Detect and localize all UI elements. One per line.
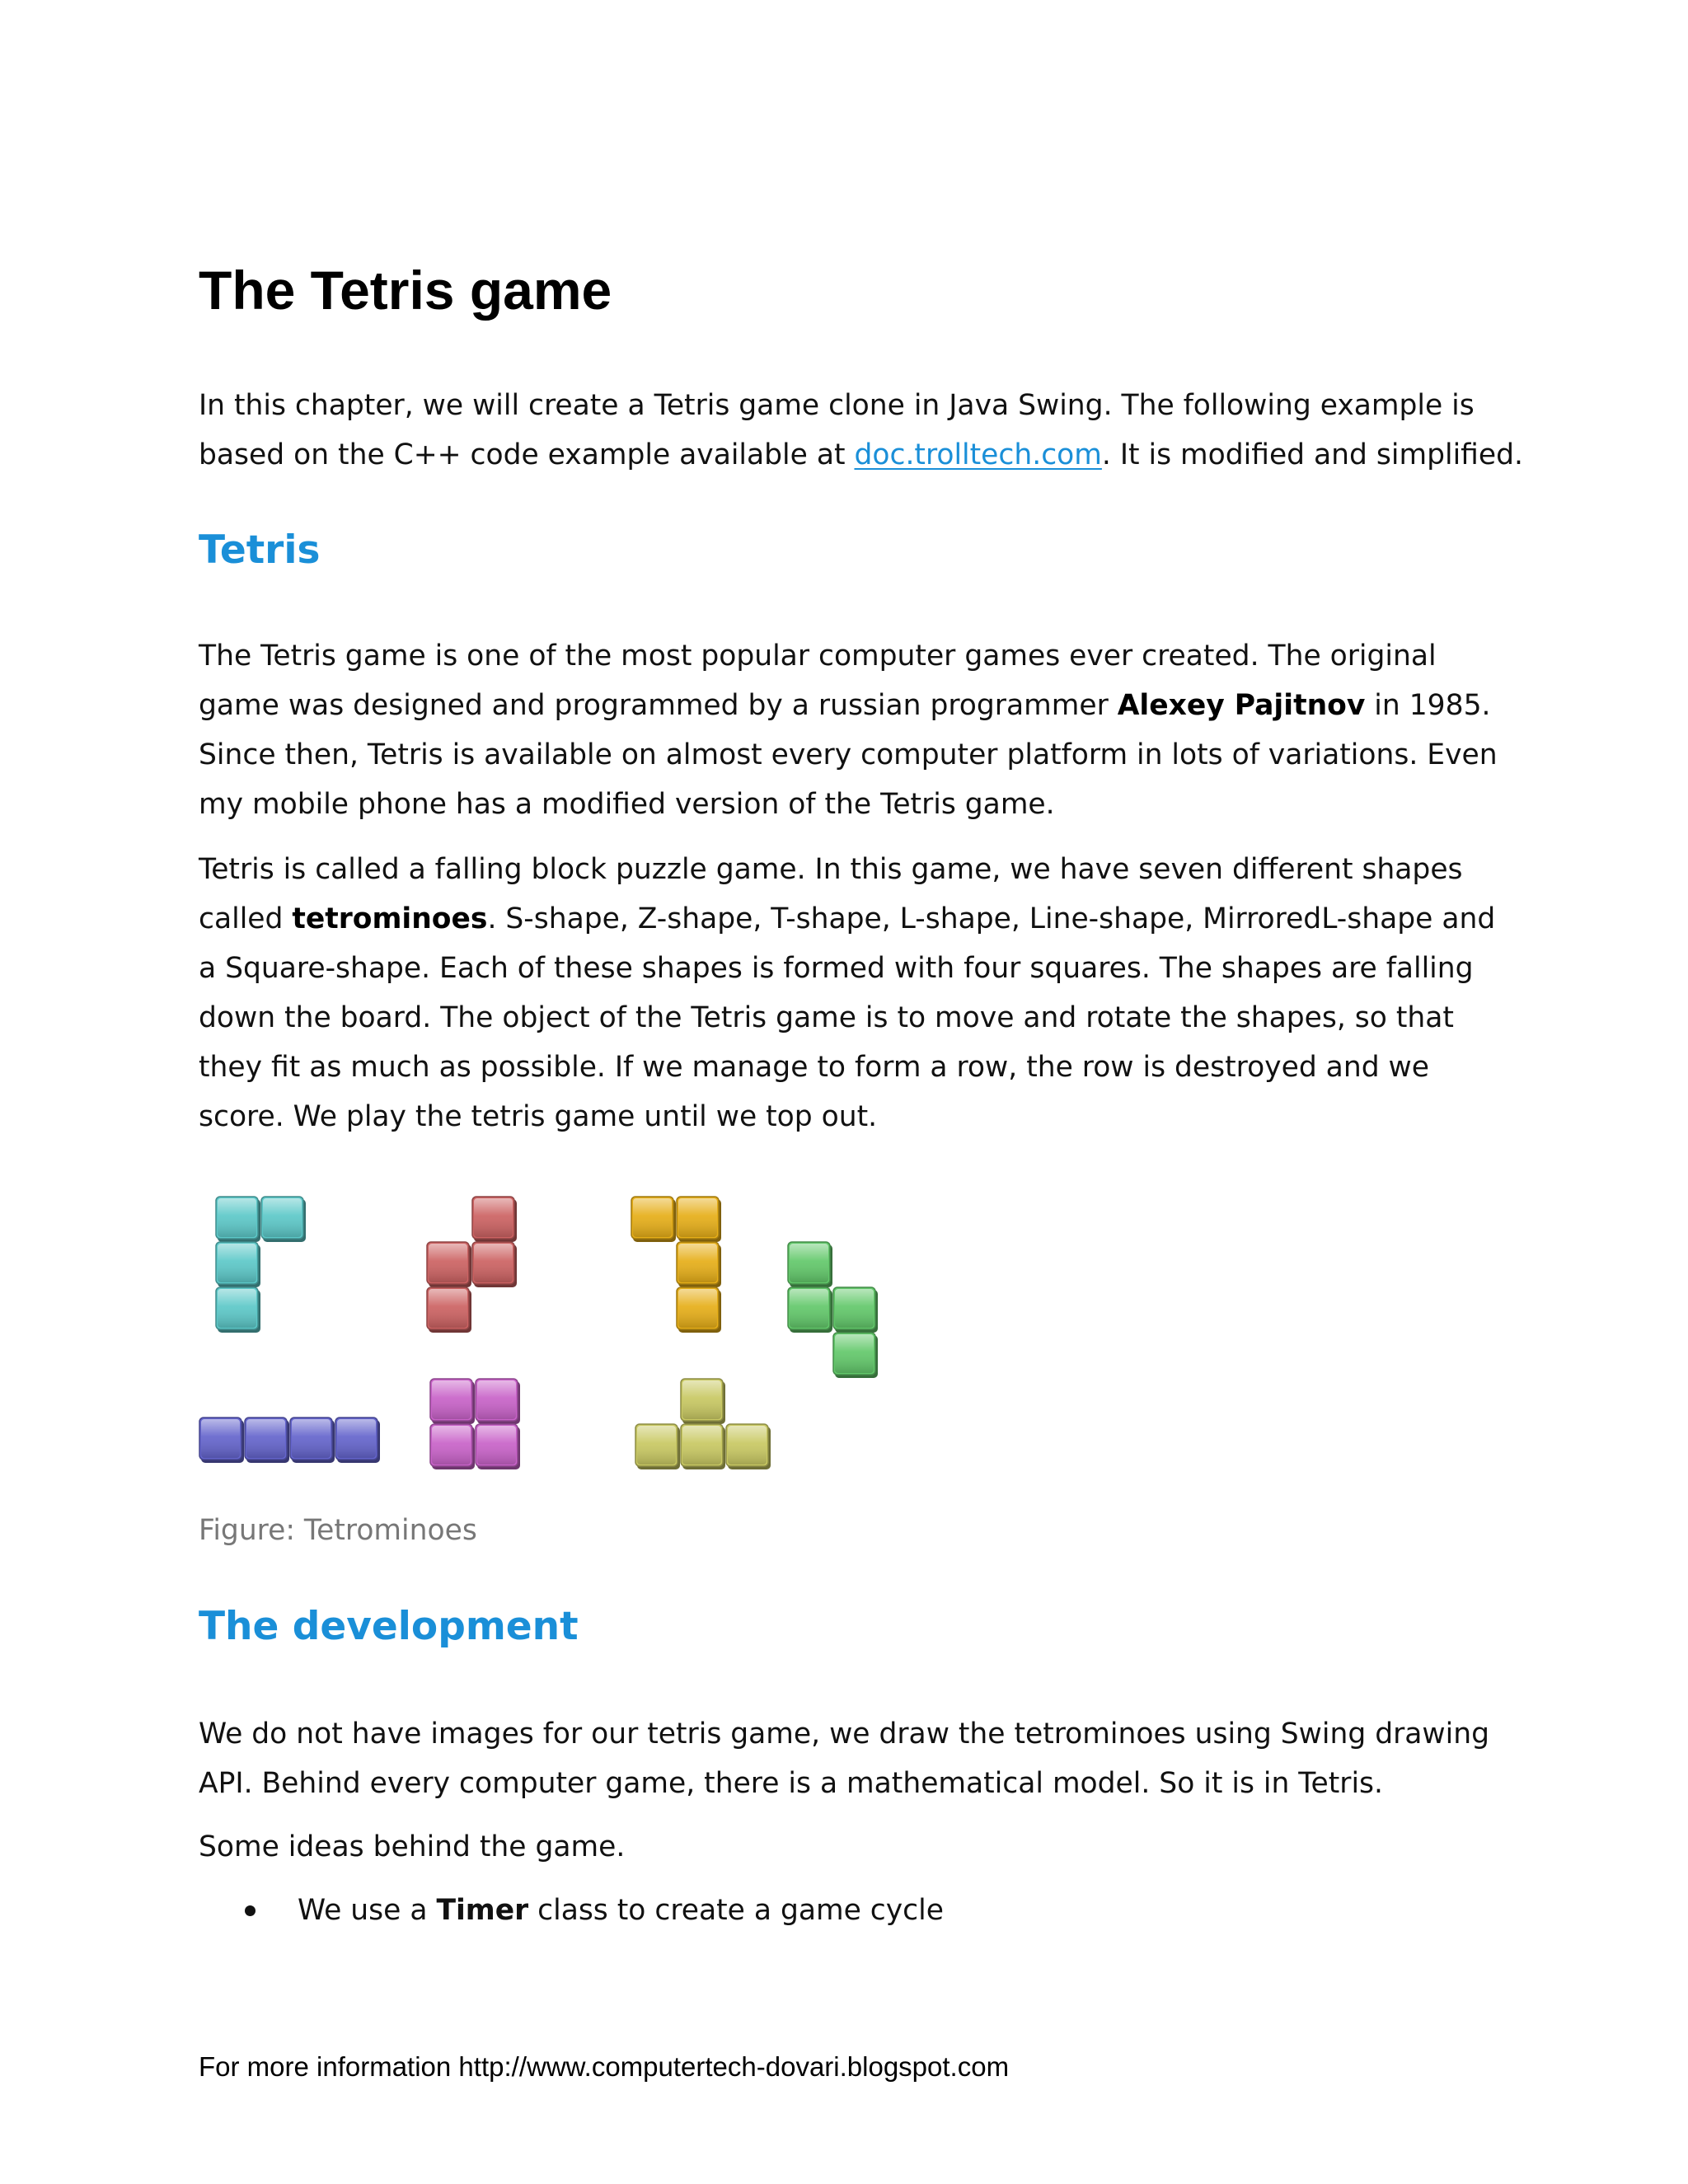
tetromino-block	[677, 1197, 721, 1242]
tetris-p2-line-3: a Square-shape. Each of these shapes is formed with four squares. The shapes are falling	[199, 952, 1474, 985]
trolltech-link[interactable]: doc.trolltech.com	[854, 438, 1102, 471]
tetromino-block	[681, 1424, 725, 1469]
tetromino-orange-mirrored-l-shape	[631, 1197, 721, 1333]
tetromino-block	[472, 1197, 517, 1242]
tetromino-yellow-t-shape	[635, 1379, 771, 1469]
tetromino-block	[245, 1418, 289, 1463]
tetromino-cyan-l-shape	[216, 1197, 306, 1333]
page-footer: For more information http://www.computertech-dovari.blogspot.com	[199, 2051, 1010, 2082]
tetromino-block	[788, 1287, 832, 1333]
tetris-p1-line-4: my mobile phone has a modified version of the Tetris game.	[199, 788, 1055, 821]
figure-caption: Figure: Tetrominoes	[199, 1514, 477, 1547]
tetromino-block	[476, 1379, 520, 1424]
tetromino-block	[681, 1379, 725, 1424]
tetromino-block	[427, 1287, 471, 1333]
tetromino-block	[430, 1424, 475, 1469]
tetromino-block	[335, 1418, 380, 1463]
tetromino-block	[631, 1197, 676, 1242]
tetris-p2-line-4: down the board. The object of the Tetris game is to move and rotate the shapes, so that	[199, 1001, 1454, 1034]
tetris-p2-line-5: they fit as much as possible. If we manage to form a row, the row is destroyed and we	[199, 1051, 1430, 1084]
tetromino-green-s-shape	[788, 1242, 878, 1378]
tetris-p2-line-1: Tetris is called a falling block puzzle game. In this game, we have seven different shapes	[199, 853, 1463, 886]
intro-line-2-tail: . It is modified and simplified.	[1101, 438, 1523, 471]
tetromino-block	[833, 1287, 878, 1333]
tetromino-block	[476, 1424, 520, 1469]
intro-line-2-text: based on the C++ code example available at	[199, 438, 855, 471]
tetromino-block	[677, 1287, 721, 1333]
tetris-p2-line-2-tail: . S-shape, Z-shape, T-shape, L-shape, Line-shape, MirroredL-shape and	[487, 902, 1496, 935]
tetris-paragraph-1	[199, 631, 1534, 829]
tetromino-block	[472, 1242, 517, 1287]
development-paragraph-1	[199, 1709, 1534, 1808]
tetromino-magenta-square-shape	[430, 1379, 520, 1469]
tetromino-block	[216, 1242, 260, 1287]
tetromino-block	[216, 1287, 260, 1333]
tetromino-block	[430, 1379, 475, 1424]
tetris-p2-line-2-text: called	[199, 902, 293, 935]
tetromino-block	[290, 1418, 335, 1463]
dev-p1-line-2: API. Behind every computer game, there is a mathematical model. So it is in Tetris.	[199, 1767, 1383, 1800]
tetris-p1-line-2-text: game was designed and programmed by a russian programmer	[199, 689, 1118, 722]
tetris-p2-line-6: score. We play the tetris game until we top out.	[199, 1100, 878, 1133]
tetris-p1-line-1: The Tetris game is one of the most popular computer games ever created. The original	[199, 640, 1437, 673]
development-paragraph-2	[199, 1822, 1534, 1872]
tetromino-block	[427, 1242, 471, 1287]
tetris-p2-line-2	[199, 894, 1534, 944]
timer-term: Timer	[436, 1894, 529, 1927]
tetris-paragraph-2	[199, 845, 1534, 1141]
dev-p2-line-1: Some ideas behind the game.	[199, 1830, 626, 1863]
tetromino-block	[199, 1418, 244, 1463]
author-name: Alexey Pajitnov	[1117, 689, 1366, 722]
list-item	[199, 1886, 944, 1935]
intro-line-1: In this chapter, we will create a Tetris game clone in Java Swing. The following example is	[199, 389, 1475, 422]
tetromino-blue-line-shape	[199, 1418, 380, 1463]
tetrominoes-term: tetrominoes	[292, 902, 488, 935]
bullet-text-tail: class to create a game cycle	[528, 1894, 944, 1927]
dev-p1-line-1: We do not have images for our tetris game, we draw the tetrominoes using Swing drawing	[199, 1718, 1489, 1750]
tetromino-block	[216, 1197, 260, 1242]
tetromino-block	[677, 1242, 721, 1287]
intro-paragraph	[199, 381, 1534, 480]
tetromino-block	[635, 1424, 680, 1469]
tetromino-red-z-shape	[427, 1197, 517, 1333]
tetris-p1-line-2-tail: in 1985.	[1365, 689, 1491, 722]
bullet-text: We use a	[298, 1894, 437, 1927]
tetromino-block	[726, 1424, 771, 1469]
bullet-icon	[245, 1905, 256, 1916]
section-heading-development: The development	[199, 1604, 579, 1649]
tetromino-block	[788, 1242, 832, 1287]
ideas-bullet-list	[199, 1886, 944, 1935]
tetrominoes-figure	[195, 1187, 903, 1475]
tetromino-block	[261, 1197, 306, 1242]
tetromino-block	[833, 1333, 878, 1378]
page-title: The Tetris game	[199, 260, 612, 321]
section-heading-tetris: Tetris	[199, 527, 321, 573]
intro-line-2	[199, 430, 1534, 480]
tetris-p1-line-3: Since then, Tetris is available on almost every computer platform in lots of variations. Even	[199, 738, 1498, 771]
tetris-p1-line-2	[199, 681, 1534, 730]
